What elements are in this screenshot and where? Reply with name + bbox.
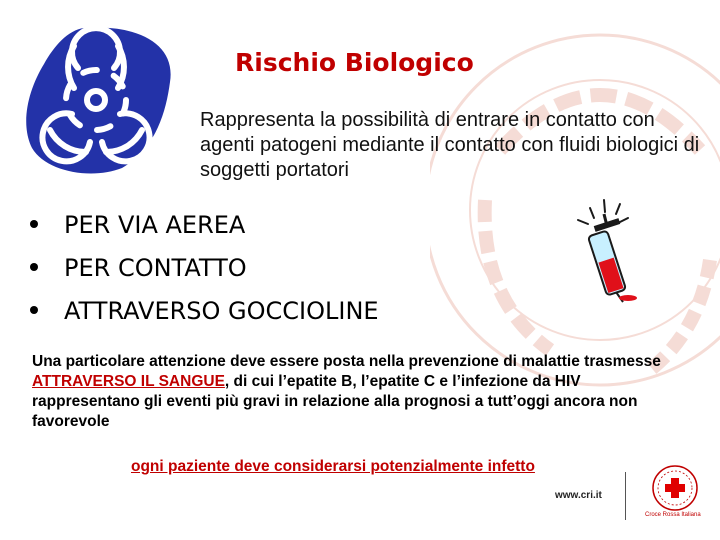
warning-message: ogni paziente deve considerarsi potenzialmente infetto xyxy=(131,458,535,475)
body-text-part1: Una particolare attenzione deve essere posta nella prevenzione di malattie trasmesse xyxy=(32,353,661,370)
organization-name: Croce Rossa Italiana xyxy=(645,512,701,518)
bullet-item xyxy=(30,294,379,337)
body-paragraph xyxy=(32,352,692,432)
website-link[interactable]: www.cri.it xyxy=(555,490,602,501)
slide-title: Rischio Biologico xyxy=(235,48,474,77)
syringe-icon xyxy=(570,198,670,303)
bullet-dot-icon xyxy=(30,306,38,314)
biohazard-icon xyxy=(20,20,180,180)
intro-paragraph: Rappresenta la possibilità di entrare in contatto con agenti patogeni mediante il contatto con fluidi biologici di soggetti portatori xyxy=(200,109,700,181)
red-cross-logo xyxy=(643,464,707,512)
bullet-text: PER VIA AEREA xyxy=(64,211,246,239)
body-highlight: ATTRAVERSO IL SANGUE xyxy=(32,373,225,390)
bullet-dot-icon xyxy=(30,220,38,228)
body-text-part2: , di cui l’epatite B, l’epatite C e l’infezione da HIV rappresentano gli eventi più gravi in relazione alla prognosi a tutt’oggi ancora non favorevole xyxy=(32,373,638,430)
bullet-item xyxy=(30,251,379,294)
bullet-dot-icon xyxy=(30,263,38,271)
bullet-text: PER CONTATTO xyxy=(64,254,247,282)
bullet-item xyxy=(30,208,379,251)
bullet-list xyxy=(30,208,379,337)
bullet-text: ATTRAVERSO GOCCIOLINE xyxy=(64,297,379,325)
footer-divider xyxy=(625,472,626,520)
